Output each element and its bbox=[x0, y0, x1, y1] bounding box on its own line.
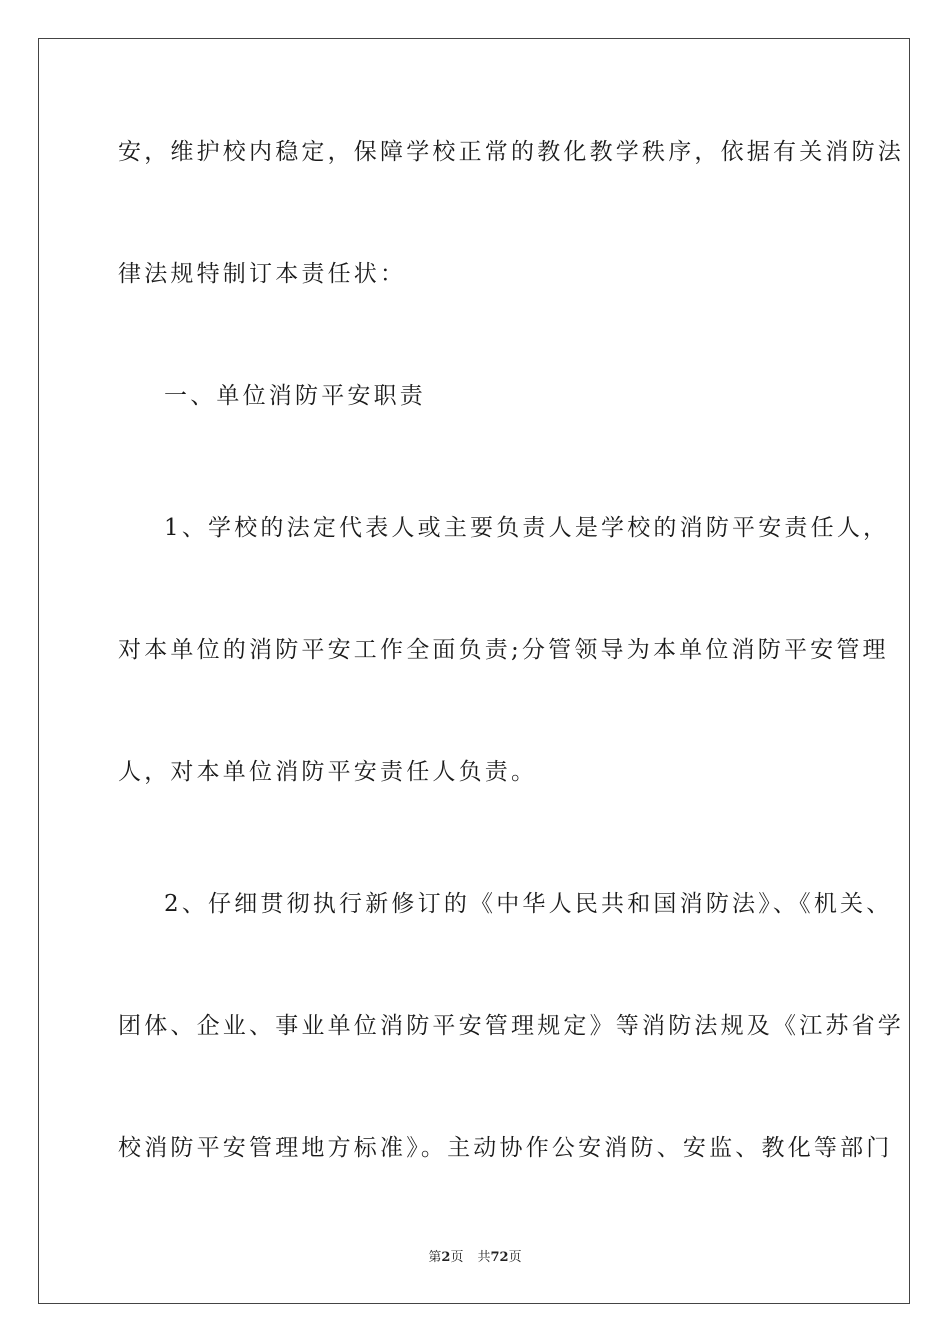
body-line-6: 人，对本单位消防平安责任人负责。 bbox=[118, 759, 538, 785]
body-line-7: 2、仔细贯彻执行新修订的《中华人民共和国消防法》、《机关、 bbox=[164, 891, 893, 917]
page-border bbox=[38, 38, 910, 1304]
footer-page-suffix: 页 bbox=[450, 1250, 464, 1265]
body-line-9: 校消防平安管理地方标准》。主动协作公安消防、安监、教化等部门 bbox=[118, 1135, 893, 1161]
footer-page-prefix: 第 bbox=[428, 1250, 442, 1265]
footer-total-pages: 72 bbox=[490, 1250, 509, 1265]
body-line-1: 安，维护校内稳定，保障学校正常的教化教学秩序，依据有关消防法 bbox=[118, 139, 904, 165]
body-line-4: 1、学校的法定代表人或主要负责人是学校的消防平安责任人， bbox=[164, 515, 890, 541]
body-line-8: 团体、企业、事业单位消防平安管理规定》等消防法规及《江苏省学 bbox=[118, 1013, 904, 1039]
page-footer bbox=[0, 1246, 950, 1265]
footer-total-suffix: 页 bbox=[508, 1250, 522, 1265]
body-line-5: 对本单位的消防平安工作全面负责;分管领导为本单位消防平安管理 bbox=[118, 637, 889, 663]
footer-total-prefix: 共 bbox=[477, 1250, 491, 1265]
body-line-2: 律法规特制订本责任状： bbox=[118, 261, 407, 287]
section-heading-1: 一、单位消防平安职责 bbox=[164, 383, 426, 409]
footer-page-number: 2 bbox=[441, 1250, 451, 1265]
